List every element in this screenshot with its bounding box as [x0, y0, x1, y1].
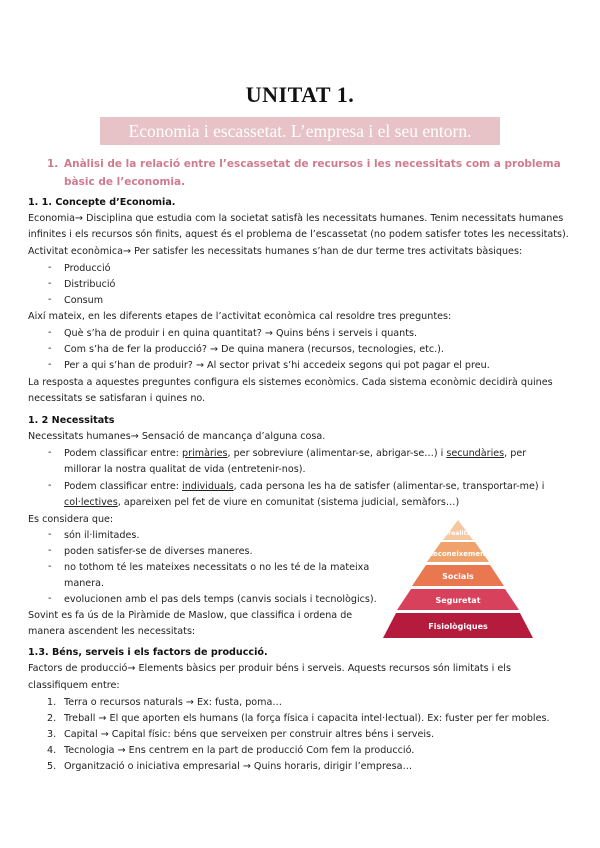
dash-bullet: - [48, 294, 52, 305]
dash-bullet: - [48, 447, 52, 458]
numbered-item: Capital → Capital físic: béns que serveixen per construir altres béns i serveis. [64, 729, 435, 740]
list-item: Què s’ha de produir i en quina quantitat? → Quins béns i serveis i quants. [64, 328, 418, 339]
list-item: poden satisfer-se de diverses maneres. [64, 546, 253, 557]
list-item-continuation: millorar la nostra qualitat de vida (entretenir-nos). [64, 464, 306, 475]
dash-bullet: - [48, 278, 52, 289]
list-item: Com s’ha de fer la producció? → De quina manera (recursos, tecnologies, etc.). [64, 344, 444, 355]
paragraph-line: Activitat econòmica→ Per satisfer les necessitats humanes s’han de dur terme tres activitats bàsiques: [28, 246, 523, 257]
numbered-item: Treball → El que aporten els humans (la força física i capacita intel·lectual). Ex: fuster per fer mobles. [64, 713, 550, 724]
list-item: Producció [64, 263, 111, 274]
dash-bullet: - [48, 561, 52, 572]
page-subtitle: Economia i escassetat. L’empresa i el seu entorn. [100, 117, 500, 145]
numbered-marker: 3. [47, 729, 57, 740]
list-item-continuation: manera. [64, 578, 105, 589]
paragraph-line: Així mateix, en les diferents etapes de l’activitat econòmica cal resoldre tres preguntes: [28, 311, 452, 322]
section-heading-1 [47, 155, 567, 191]
text-run: , per sobreviure (alimentar-se, abrigar-se…) i [227, 448, 447, 459]
list-item: evolucionen amb el pas dels temps (canvis socials i tecnològics). [64, 594, 377, 605]
paragraph-line: Es considera que: [28, 514, 114, 525]
dash-bullet: - [48, 359, 52, 370]
text-run: Podem classificar entre: [64, 448, 183, 459]
numbered-item: Organització o iniciativa empresarial → Quins horaris, dirigir l’empresa… [64, 761, 413, 772]
paragraph-line: infinites i els recursos són finits, aquest és el problema de l’escassetat (no podem satisfer totes les necessitats). [28, 229, 569, 240]
paragraph-line: Economia→ Disciplina que estudia com la societat satisfà les necessitats humanes. Tenim necessitats humanes [28, 213, 564, 224]
list-item: Per a qui s’han de produir? → Al sector privat s’hi accedeix segons qui pot pagar el preu. [64, 360, 490, 371]
text-run: , cada persona les ha de satisfer (alimentar-se, transportar-me) i [233, 481, 545, 492]
list-item [64, 447, 526, 460]
term-collectives: col·lectives [64, 497, 118, 508]
pyramid-label: Fisiològiques [428, 622, 488, 631]
text-run: , per [504, 448, 527, 459]
numbered-marker: 4. [47, 745, 57, 756]
maslow-pyramid [383, 520, 533, 645]
subsection-heading-bens-serveis: 1.3. Béns, serveis i els factors de producció. [28, 647, 268, 658]
paragraph-line: classifiquem entre: [28, 680, 120, 691]
pyramid-label: Autorealització [432, 530, 484, 537]
paragraph-line: necessitats se satisfaran i quines no. [28, 393, 206, 404]
dash-bullet: - [48, 593, 52, 604]
paragraph-line: Sovint es fa ús de la Piràmide de Maslow, que classifica i ordena de [28, 610, 353, 621]
dash-bullet: - [48, 529, 52, 540]
dash-bullet: - [48, 327, 52, 338]
subsection-heading-economia: 1. 1. Concepte d’Economia. [28, 197, 176, 208]
numbered-marker: 2. [47, 713, 57, 724]
section-heading-text: Anàlisi de la relació entre l’escassetat de recursos i les necessitats com a problema bàsic de l’economia. [64, 158, 561, 188]
section-number: 1. [47, 158, 59, 170]
subsection-heading-necessitats: 1. 2 Necessitats [28, 415, 115, 426]
paragraph-line: Factors de producció→ Elements bàsics per produir béns i serveis. Aquests recursos són limitats i els [28, 663, 511, 674]
list-item-continuation [64, 496, 459, 509]
pyramid-label: Seguretat [435, 596, 481, 605]
list-item [64, 480, 544, 493]
numbered-item: Tecnologia → Ens centrem en la part de producció Com fem la producció. [64, 745, 415, 756]
numbered-marker: 1. [47, 697, 57, 708]
dash-bullet: - [48, 262, 52, 273]
list-item: no tothom té les mateixes necessitats o no les té de la mateixa [64, 562, 370, 573]
term-individuals: individuals [182, 481, 234, 492]
page-title: UNITAT 1. [245, 82, 355, 107]
text-run: , apareixen pel fet de viure en comunitat (sistema judicial, semàfors…) [117, 497, 460, 508]
list-item: Distribució [64, 279, 116, 290]
term-primaries: primàries [182, 448, 228, 459]
list-item: Consum [64, 295, 104, 306]
pyramid-label: Socials [442, 572, 474, 581]
numbered-marker: 5. [47, 761, 57, 772]
text-run: Podem classificar entre: [64, 481, 183, 492]
paragraph-line: La resposta a aquestes preguntes configura els sistemes econòmics. Cada sistema econòmic decidirà quines [28, 377, 553, 388]
dash-bullet: - [48, 545, 52, 556]
list-item: són il·limitades. [64, 530, 140, 541]
numbered-item: Terra o recursos naturals → Ex: fusta, poma… [64, 697, 282, 708]
paragraph-line: manera ascendent les necessitats: [28, 626, 196, 637]
paragraph-line: Necessitats humanes→ Sensació de mancança d’alguna cosa. [28, 431, 326, 442]
pyramid-label: Reconeixement [427, 550, 489, 558]
dash-bullet: - [48, 480, 52, 491]
term-secundaries: secundàries [446, 448, 505, 459]
dash-bullet: - [48, 343, 52, 354]
